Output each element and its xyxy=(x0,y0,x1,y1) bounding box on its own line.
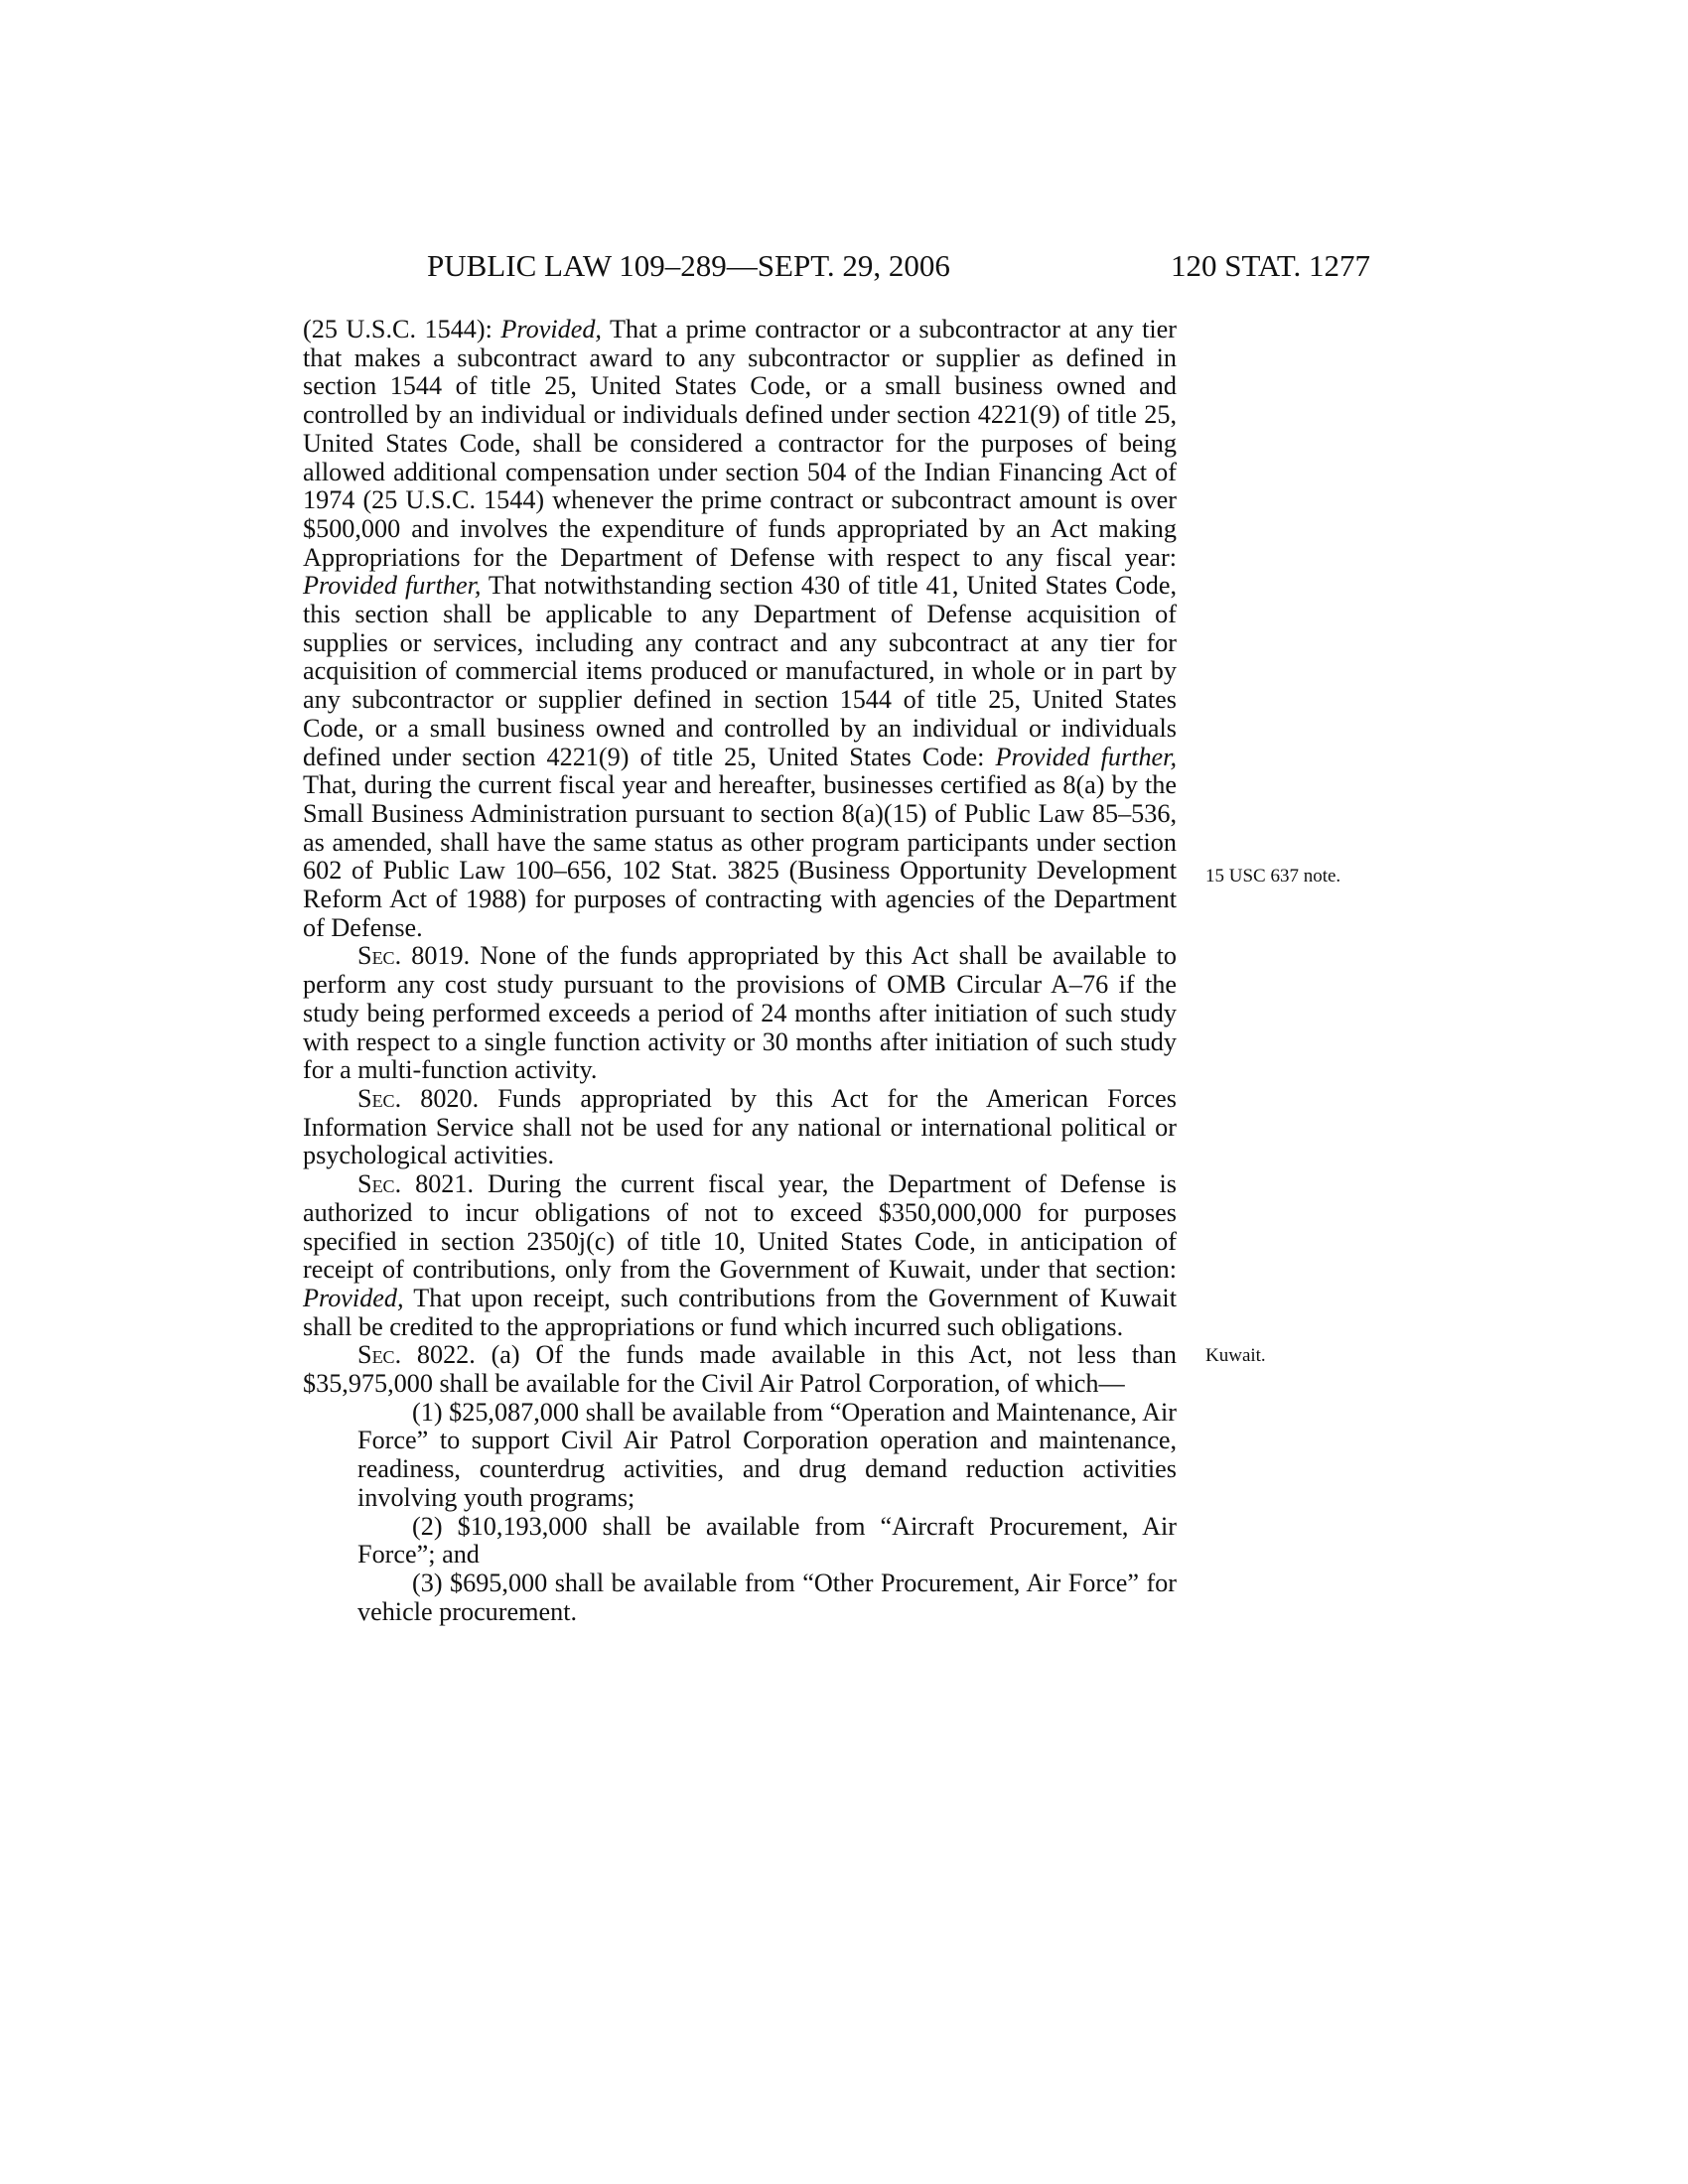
law-title: PUBLIC LAW 109–289—SEPT. 29, 2006 xyxy=(427,248,950,283)
list-item: (2) $10,193,000 shall be available from “Aircraft Procurement, Air Force”; and xyxy=(357,1511,1177,1570)
text-run: That a prime contractor or a subcontractor at any tier that makes a subcontract award to any subcontractor or supplier as defined in section 1544 of title 25, United States Code, or a small business owned and controlled by an individual or individuals defined under section 4221(9) of title 25, United States Code, shall be considered a contractor for the purposes of being allowed additional compensation under section 504 of the Indian Financing Act of 1974 (25 U.S.C. 1544) whenever the prime contract or subcontract amount is over $500,000 and involves the expenditure of funds appropriated by an Act making Appropriations for the Department of Defense with respect to any fiscal year: xyxy=(303,315,1177,572)
statute-page-number: 120 STAT. 1277 xyxy=(1170,248,1370,283)
section-8022 xyxy=(303,1341,1177,1398)
proviso-italic: Provided further, xyxy=(303,571,482,601)
margin-note-kuwait: Kuwait. xyxy=(1205,1345,1266,1366)
section-8021 xyxy=(303,1170,1177,1341)
list-item: (3) $695,000 shall be available from “Other Procurement, Air Force” for vehicle procurement. xyxy=(357,1568,1177,1626)
text-run: 8019. None of the funds appropriated by this Act shall be available to perform any cost study pursuant to the provisions of OMB Circular A–76 if the study being performed exceeds a period of 24 months after initiation of such study with respect to a single function activity or 30 months after initiation of such study for a multi-function activity. xyxy=(303,941,1177,1085)
section-8019 xyxy=(303,942,1177,1085)
text-run: (25 U.S.C. 1544): xyxy=(303,315,501,343)
section-label: Sec. xyxy=(357,1169,402,1199)
section-label: Sec. xyxy=(357,941,402,971)
section-label: Sec. xyxy=(357,1083,402,1113)
text-run: 8020. Funds appropriated by this Act for the American Forces Information Service shall not be used for any national or international political or psychological activities. xyxy=(303,1083,1177,1170)
proviso-italic: Provided, xyxy=(500,315,602,343)
text-run: That, during the current fiscal year and hereafter, businesses certified as 8(a) by the Small Business Administration pursuant to section 8(a)(15) of Public Law 85–536, as amended, shall have the same status as other program participants under section 602 of Public Law 100–656, 102 Stat. 3825 (Business Opportunity Development Reform Act of 1988) for purposes of contracting with agencies of the Department of Defense. xyxy=(303,770,1177,942)
section-8020 xyxy=(303,1085,1177,1170)
margin-note-usc: 15 USC 637 note. xyxy=(1205,866,1341,887)
paragraph-continuation xyxy=(303,316,1177,942)
body-text xyxy=(303,316,1177,1626)
running-head xyxy=(427,246,1370,286)
list-item: (1) $25,087,000 shall be available from “Operation and Maintenance, Air Force” to support Civil Air Patrol Corporation operation and maintenance, readiness, counterdrug activities, and drug demand reduction activities involving youth programs; xyxy=(357,1397,1177,1512)
proviso-italic: Provided, xyxy=(303,1283,404,1312)
text-run: 8021. During the current fiscal year, the Department of Defense is authorized to incur obligations of not to exceed $350,000,000 for purposes specified in section 2350j(c) of title 10, United States Code, in anticipation of receipt of contributions, only from the Government of Kuwait, under that section: xyxy=(303,1169,1177,1285)
text-run: 8022. (a) Of the funds made available in this Act, not less than $35,975,000 shall be available for the Civil Air Patrol Corporation, of which— xyxy=(303,1340,1177,1399)
section-label: Sec. xyxy=(357,1340,402,1370)
text-run: That upon receipt, such contributions from the Government of Kuwait shall be credited to the appropriations or fund which incurred such obligations. xyxy=(303,1283,1177,1341)
text-run: That notwithstanding section 430 of title 41, United States Code, this section shall be applicable to any Department of Defense acquisition of supplies or services, including any contract and any subcontract at any tier for acquisition of commercial items produced or manufactured, in whole or in part by any subcontractor or supplier defined in section 1544 of title 25, United States Code, or a small business owned and controlled by an individual or individuals defined under section 4221(9) of title 25, United States Code: xyxy=(303,571,1177,771)
proviso-italic: Provided further, xyxy=(995,742,1177,771)
